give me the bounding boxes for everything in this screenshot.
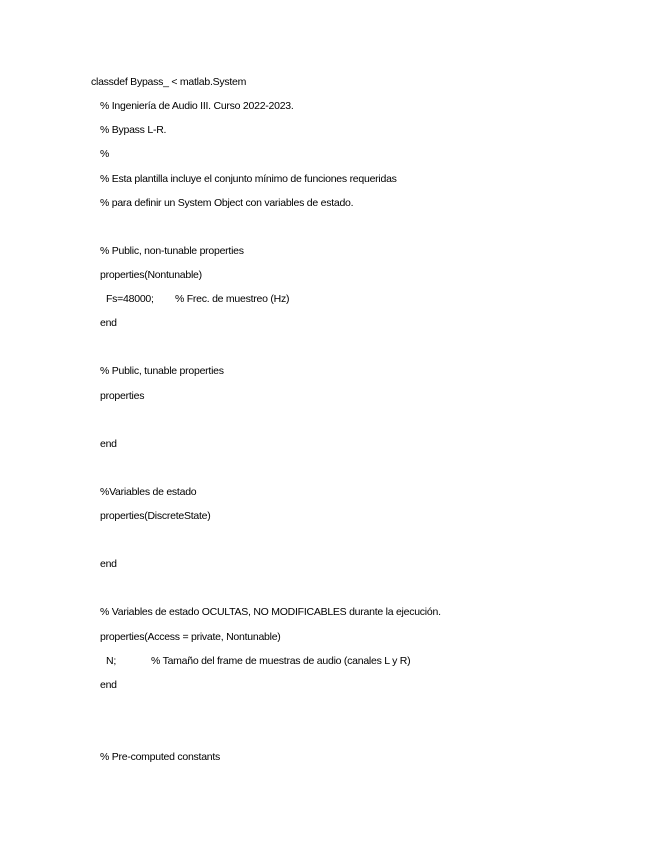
comment-state-line: %Variables de estado bbox=[100, 486, 197, 498]
properties-discrete-state-line: properties(DiscreteState) bbox=[100, 510, 211, 522]
comment-nontunable-line: % Public, non-tunable properties bbox=[100, 245, 244, 257]
end-line: end bbox=[100, 558, 117, 570]
comment-empty-line: % bbox=[100, 148, 110, 160]
end-line: end bbox=[100, 317, 117, 329]
comment-tunable-line: % Public, tunable properties bbox=[100, 365, 224, 377]
comment-template-line: % Esta plantilla incluye el conjunto mínimo de funciones requeridas bbox=[100, 173, 397, 185]
n-declaration-code: N; bbox=[106, 655, 116, 667]
properties-nontunable-line: properties(Nontunable) bbox=[100, 269, 202, 281]
comment-purpose-line: % para definir un System Object con variables de estado. bbox=[100, 197, 354, 209]
fs-comment: % Frec. de muestreo (Hz) bbox=[175, 293, 290, 305]
end-line: end bbox=[100, 679, 117, 691]
comment-hidden-state-line: % Variables de estado OCULTAS, NO MODIFICABLES durante la ejecución. bbox=[100, 606, 441, 618]
classdef-line: classdef Bypass_ < matlab.System bbox=[91, 76, 247, 88]
n-comment: % Tamaño del frame de muestras de audio (canales L y R) bbox=[151, 655, 411, 667]
comment-bypass-line: % Bypass L-R. bbox=[100, 124, 167, 136]
properties-private-line: properties(Access = private, Nontunable) bbox=[100, 631, 281, 643]
comment-course-line: % Ingeniería de Audio III. Curso 2022-2023. bbox=[100, 100, 294, 112]
end-line: end bbox=[100, 438, 117, 450]
comment-precomputed-line: % Pre-computed constants bbox=[100, 751, 221, 763]
fs-assignment-code: Fs=48000; bbox=[106, 293, 154, 305]
properties-line: properties bbox=[100, 390, 145, 402]
